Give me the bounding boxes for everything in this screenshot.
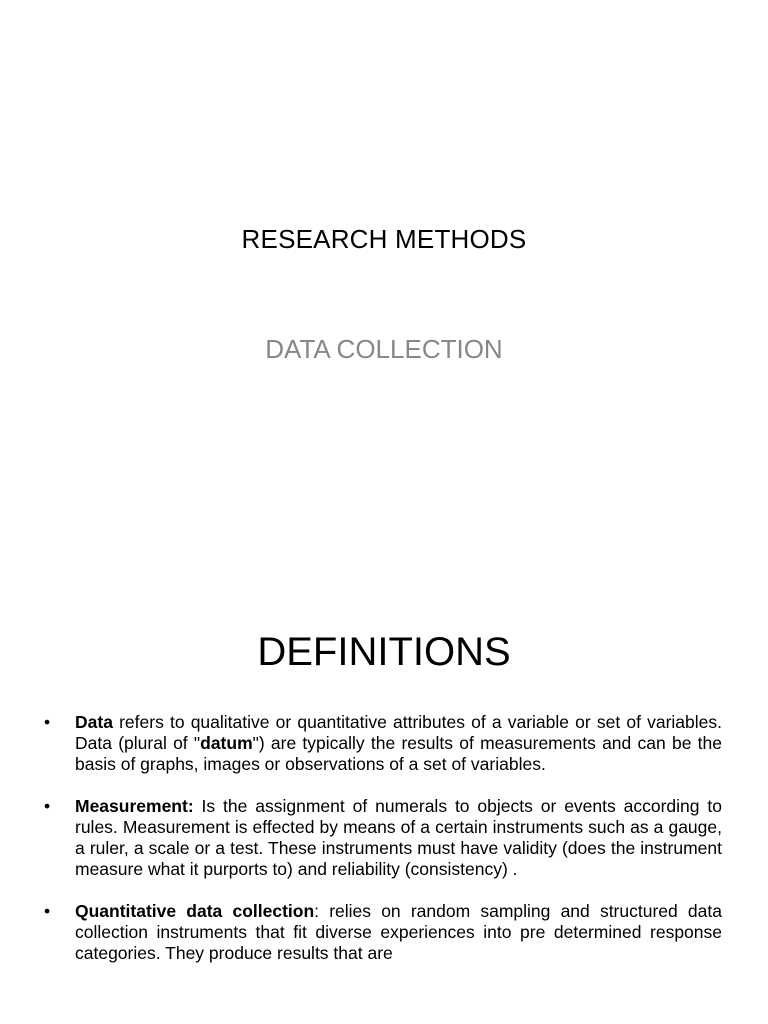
definition-text: ") are typically the results of measurements and can be the basis of graphs, images or observations of a set of variables.	[75, 733, 722, 774]
term-measurement: Measurement:	[75, 796, 194, 816]
term-quantitative: Quantitative data collection	[75, 901, 315, 921]
definitions-heading: DEFINITIONS	[257, 630, 511, 674]
definition-text: Is the assignment of numerals to objects or events according to rules. Measurement is effected by means of a certain instruments such as a gauge, a ruler, a scale or a test. These instruments must have validity (does the instrument measure what it purports to) and reliability (consistency) .	[75, 796, 722, 879]
bullet-icon: •	[44, 796, 51, 816]
definitions-list	[0, 712, 768, 985]
term-data: Data	[75, 712, 113, 732]
slide-title: RESEARCH METHODS	[241, 224, 527, 254]
bullet-icon: •	[44, 712, 51, 732]
definition-text: refers to qualitative or quantitative attributes of a variable or set of variables. Data (plural of "	[75, 712, 722, 753]
list-item-data	[0, 712, 768, 775]
definition-text: : relies on random sampling and structured data collection instruments that fit diverse experiences into pre determined response categories. They produce results that are	[75, 901, 722, 963]
list-item-quantitative	[0, 901, 768, 964]
list-item-measurement	[0, 796, 768, 880]
bullet-icon: •	[44, 901, 51, 921]
slide-subtitle: DATA COLLECTION	[265, 334, 503, 364]
term-datum: datum	[200, 733, 253, 753]
